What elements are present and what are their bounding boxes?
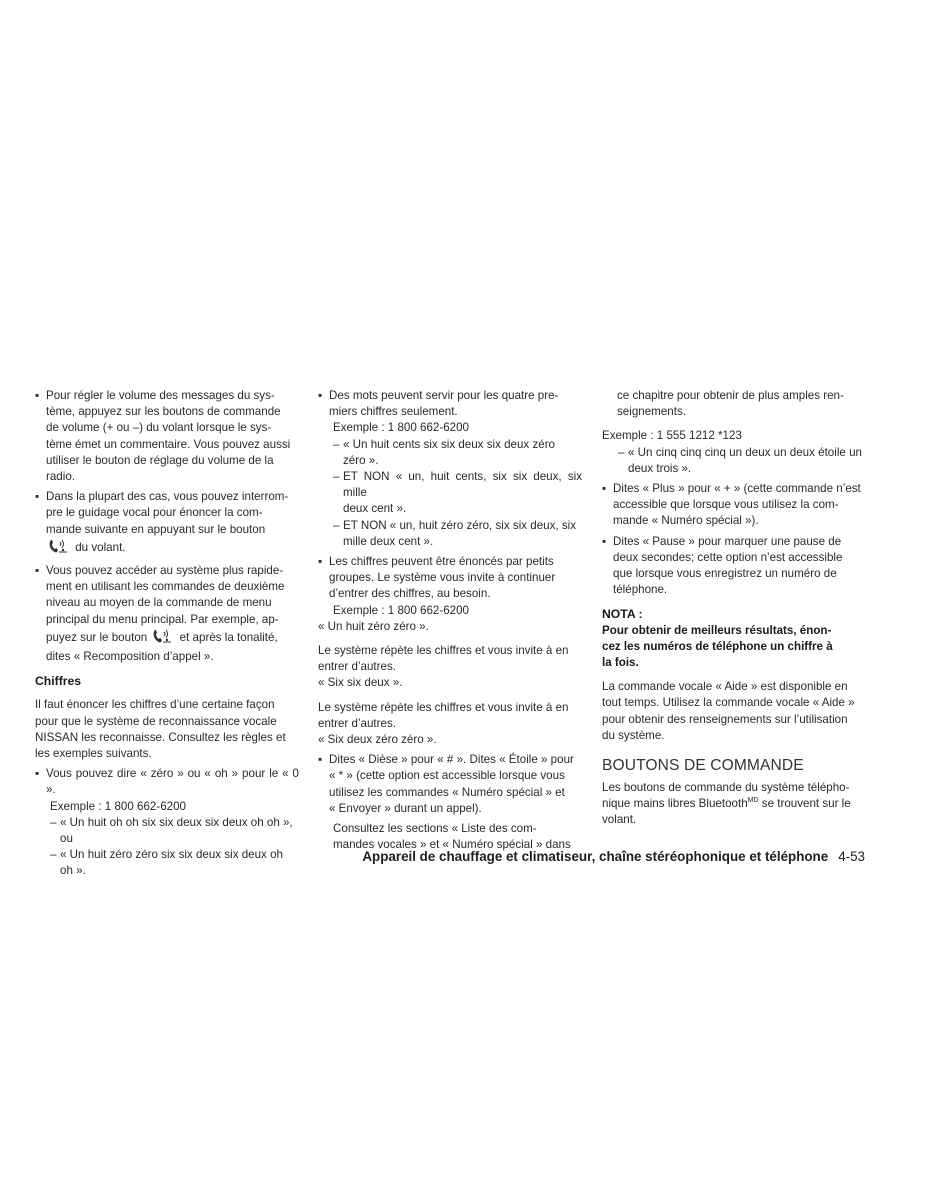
paragraph-intro: Il faut énoncer les chiffres d’une certaine façon pour que le système de reconnaissance vocale NISSAN les reconnaisse. Consultez les règles et les exemples suivants. bbox=[35, 698, 286, 761]
page-footer bbox=[362, 849, 865, 864]
paragraph-boutons: Les boutons de commande du système télépho- nique mains libres Bluetooth$^{MD}$ se trouvent sur le volant. bbox=[602, 781, 851, 827]
bullet-marker: ▪ bbox=[318, 389, 323, 402]
nota-body: Pour obtenir de meilleurs résultats, énon- cez les numéros de téléphone un chiffre à la fois. bbox=[602, 623, 833, 670]
section-heading-boutons: BOUTONS DE COMMANDE bbox=[602, 757, 804, 775]
dash-item: – ET NON « un, huit zéro zéro, six six deux, six mille deux cent ». bbox=[333, 518, 577, 548]
example-line: Exemple : 1 800 662-6200 bbox=[333, 421, 470, 435]
bullet-second-level: ▪ Vous pouvez accéder au système plus rapide- ment en utilisant les commandes de deuxième niveau au moyen de la commande de menu principal du menu principal. Par exemple, ap- puyez sur le bouton et après la tonalité, dites « Recomposition d’appel ». bbox=[35, 564, 285, 664]
bullet-pause: ▪ Dites « Pause » pour marquer une pause de deux secondes; cette option n’est accessible que lorsque vous enregistrez un numéro de téléphone. bbox=[602, 534, 843, 597]
bullet-marker: ▪ bbox=[602, 482, 607, 496]
dash-item: – « Un cinq cinq cinq un deux un deux étoile un deux trois ». bbox=[618, 445, 862, 475]
example-line: Exemple : 1 800 662-6200 bbox=[333, 603, 470, 617]
bullet-hash-star: ▪ Dites « Dièse » pour « # ». Dites « Étoile » pour « * » (cette option est accessible lorsque vous utilisez les commandes « Numéro spécial » et « Envoyer » durant un appel). bbox=[318, 753, 574, 815]
section-heading-chiffres: Chiffres bbox=[35, 674, 82, 689]
footer-chapter-title: Appareil de chauffage et climatiseur, chaîne stéréophonique et téléphone bbox=[362, 849, 829, 864]
bullet-zero-oh: ▪ Vous pouvez dire « zéro » ou « oh » pour le « 0 ». bbox=[35, 767, 299, 797]
bullet-marker: ▪ bbox=[35, 564, 40, 578]
bullet-volume: ▪ Pour régler le volume des messages du sys- tème, appuyez sur les boutons de commande de volume (+ ou –) du volant lorsque le sys- tème émet un commentaire. Vous pouvez aussi utiliser le bouton de réglage du volume de la radio. bbox=[35, 389, 291, 484]
bullet-marker: ▪ bbox=[35, 767, 40, 781]
page-number: 4-53 bbox=[838, 849, 865, 864]
trademark-superscript: MD bbox=[747, 797, 759, 805]
bullet-marker: ▪ bbox=[35, 490, 40, 504]
dash-item: – « Un huit oh oh six six deux six deux oh oh », ou bbox=[50, 815, 293, 846]
column-right bbox=[602, 388, 866, 829]
paragraph-continued: ce chapitre pour obtenir de plus amples ren- seignements. bbox=[617, 389, 844, 419]
paragraph-repeat-2: Le système répète les chiffres et vous invite à en entrer d’autres. bbox=[318, 700, 569, 730]
bullet-words: ▪ Des mots peuvent servir pour les quatre pre- miers chiffres seulement. bbox=[318, 389, 559, 419]
phone-voice-icon bbox=[48, 538, 70, 559]
paragraph-see-sections: Consultez les sections « Liste des com- mandes vocales » et « Numéro spécial » dans bbox=[333, 822, 571, 852]
paragraph-repeat-1: Le système répète les chiffres et vous invite à en entrer d’autres. bbox=[318, 644, 569, 674]
bullet-plus: ▪ Dites « Plus » pour « + » (cette commande n’est accessible que lorsque vous utilisez la com- mande « Numéro spécial »). bbox=[602, 482, 861, 528]
spoken-example: « Un huit zéro zéro ». bbox=[318, 619, 429, 633]
dash-item: – ET NON « un, huit cents, six six deux, six mille deux cent ». bbox=[333, 470, 582, 516]
column-left bbox=[35, 388, 299, 880]
example-line: Exemple : 1 555 1212 *123 bbox=[602, 429, 742, 443]
dash-item: – « Un huit cents six six deux six deux zéro zéro ». bbox=[333, 437, 556, 467]
bullet-marker: ▪ bbox=[35, 389, 40, 402]
bullet-interrupt: ▪ Dans la plupart des cas, vous pouvez interrom- pre le guidage vocal pour énoncer la com- mande suivante en appuyant sur le bouton du volant. bbox=[35, 489, 299, 559]
bullet-marker: ▪ bbox=[602, 534, 607, 548]
spoken-example: « Six deux zéro zéro ». bbox=[318, 733, 437, 747]
bullet-groups: ▪ Les chiffres peuvent être énoncés par petits groupes. Le système vous invite à continuer d’entrer des chiffres, au besoin. bbox=[318, 555, 556, 601]
dash-item: – « Un huit zéro zéro six six deux six deux oh oh ». bbox=[50, 848, 283, 878]
phone-voice-icon bbox=[152, 628, 174, 649]
paragraph-aide: La commande vocale « Aide » est disponible en tout temps. Utilisez la commande vocale « Aide » pour obtenir des renseignements sur l’utilisation du système. bbox=[602, 680, 855, 742]
bullet-marker: ▪ bbox=[318, 753, 323, 767]
spoken-example: « Six six deux ». bbox=[318, 676, 403, 690]
bullet-marker: ▪ bbox=[318, 555, 323, 569]
example-line: Exemple : 1 800 662-6200 bbox=[50, 799, 187, 813]
nota-title: NOTA : bbox=[602, 607, 643, 622]
column-middle bbox=[318, 388, 582, 853]
